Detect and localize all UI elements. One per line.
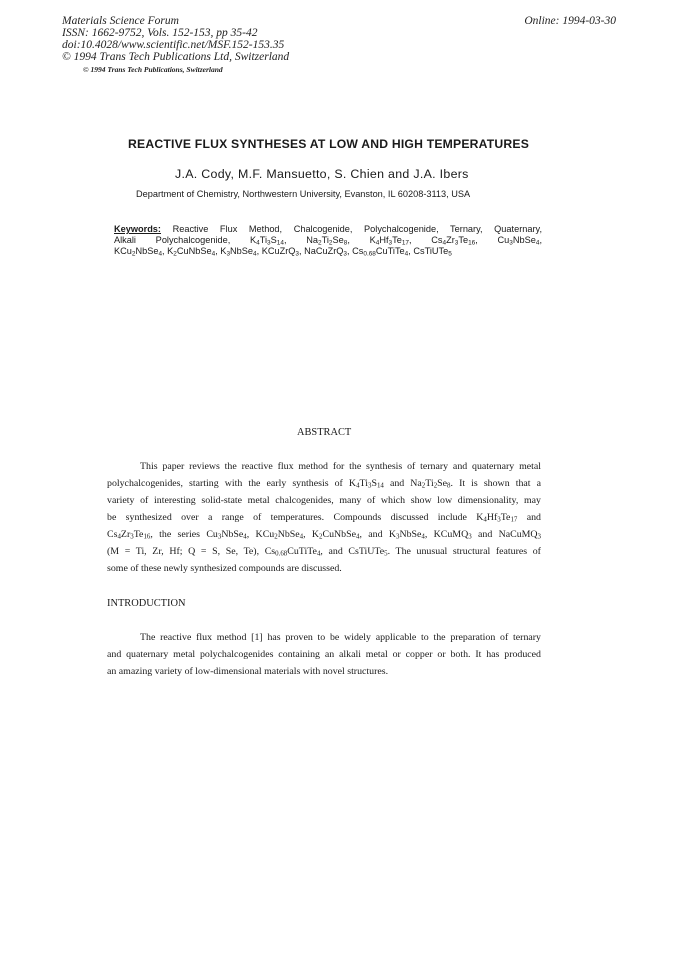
intro-line-1: The reactive flux method [1] has proven to be widely applicable to the preparation of ternary bbox=[140, 632, 541, 643]
author-list: J.A. Cody, M.F. Mansuetto, S. Chien and J.A. Ibers bbox=[175, 167, 469, 181]
abstract-line-4: be synthesized over a range of temperatures. Compounds discussed include $K_4Hf_3Te_{17}$ and bbox=[107, 512, 541, 524]
keywords-line-2: Alkali Polychalcogenide, $K_4Ti_3S_{14}$, $Na_2Ti_2Se_8$, $K_4Hf_3Te_{17}$, $Cs_4Zr_3Te_{16}$, $Cu_3NbSe_4$, bbox=[114, 235, 542, 247]
online-date: Online: 1994-03-30 bbox=[524, 15, 616, 27]
doi-link[interactable]: doi:10.4028/www.scientific.net/MSF.152-153.35 bbox=[62, 39, 285, 51]
abstract-line-6: (M = Ti, Zr, Hf; Q = S, Se, Te), $Cs_{0.68}CuTiTe_4$, and CsTiUTe$_5$. The unusual structural features of bbox=[107, 546, 541, 558]
intro-line-3: an amazing variety of low-dimensional materials with novel structures. bbox=[107, 666, 389, 677]
introduction-heading: INTRODUCTION bbox=[107, 598, 186, 609]
copyright-small: © 1994 Trans Tech Publications, Switzerland bbox=[83, 65, 223, 74]
affiliation: Department of Chemistry, Northwestern University, Evanston, IL 60208-3113, USA bbox=[136, 189, 471, 199]
abstract-line-7: some of these newly synthesized compounds are discussed. bbox=[107, 563, 342, 574]
intro-line-2: and quaternary metal polychalcogenides containing an alkali metal or copper or both. It has produced bbox=[107, 649, 541, 660]
copyright-line: © 1994 Trans Tech Publications Ltd, Switzerland bbox=[62, 51, 290, 63]
paper-title: REACTIVE FLUX SYNTHESES AT LOW AND HIGH TEMPERATURES bbox=[128, 137, 530, 151]
abstract-heading: ABSTRACT bbox=[297, 427, 352, 438]
abstract-line-3: variety of interesting solid-state metal chalcogenides, many of which show low dimensionality, may bbox=[107, 495, 541, 506]
abstract-line-2: polychalcogenides, starting with the early synthesis of $K_4Ti_3S_{14}$ and $Na_2Ti_2Se_8$. It is shown that a bbox=[107, 478, 541, 490]
issn-line: ISSN: 1662-9752, Vols. 152-153, pp 35-42 bbox=[62, 27, 258, 39]
keywords-label: Keywords: bbox=[114, 224, 161, 234]
abstract-line-5: $Cs_4Zr_3Te_{16}$, the series $Cu_3NbSe_4$, KCu$_2$NbSe$_4$, $K_2CuNbSe_4$, and $K_3NbSe_4$, KCuMQ$_3$ and NaCuMQ$_3$ bbox=[107, 529, 542, 541]
abstract-line-1: This paper reviews the reactive flux method for the synthesis of ternary and quaternary metal bbox=[140, 461, 541, 472]
keywords-line-1: Keywords: Reactive Flux Method, Chalcogenide, Polychalcogenide, Ternary, Quaternary, bbox=[114, 224, 542, 234]
keywords-line-3: KCu$_2$NbSe$_4$, $K_2CuNbSe_4$, $K_3NbSe_4$, KCuZrQ$_3$, NaCuZrQ$_3$, $Cs_{0.68}CuTiTe_4$, CsTiUTe$_5$ bbox=[114, 246, 452, 258]
journal-name: Materials Science Forum bbox=[62, 15, 179, 27]
